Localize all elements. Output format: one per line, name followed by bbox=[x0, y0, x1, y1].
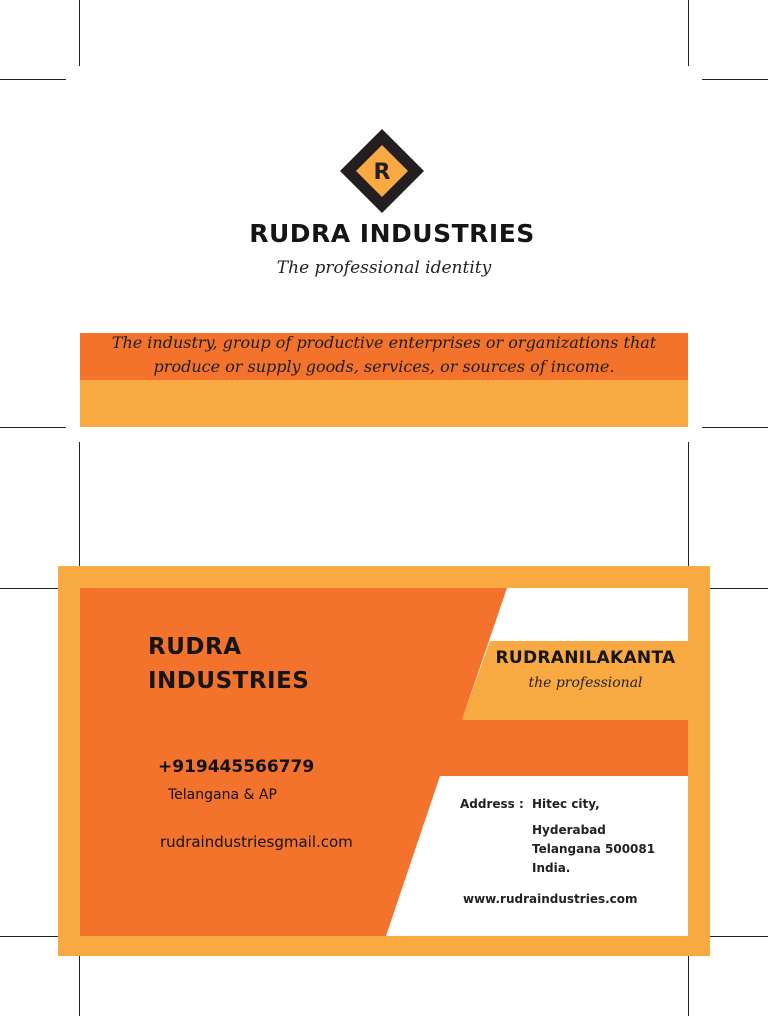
website: www.rudraindustries.com bbox=[463, 892, 638, 906]
email: rudraindustriesgmail.com bbox=[160, 833, 353, 851]
company-tagline: The professional identity bbox=[276, 258, 492, 278]
region: Telangana & AP bbox=[168, 787, 277, 803]
address-line: India. bbox=[532, 861, 571, 875]
address-line: Telangana 500081 bbox=[532, 842, 656, 856]
phone-number: +919445566779 bbox=[158, 757, 315, 777]
address-line: Hyderabad bbox=[532, 823, 606, 837]
address-label: Address : bbox=[460, 797, 524, 811]
back-company-line: RUDRA bbox=[148, 634, 242, 660]
person-role: the professional bbox=[528, 675, 643, 691]
description-line: The industry, group of productive enterprises or organizations that bbox=[111, 333, 657, 352]
back-company-line: INDUSTRIES bbox=[148, 668, 310, 694]
company-name: RUDRA INDUSTRIES bbox=[249, 219, 535, 248]
address-line: Hitec city, bbox=[532, 797, 600, 811]
person-name: RUDRANILAKANTA bbox=[495, 648, 676, 668]
back-company-name bbox=[148, 630, 309, 698]
logo-letter: R bbox=[373, 160, 391, 185]
description-line: produce or supply goods, services, or sources of income. bbox=[153, 357, 615, 376]
